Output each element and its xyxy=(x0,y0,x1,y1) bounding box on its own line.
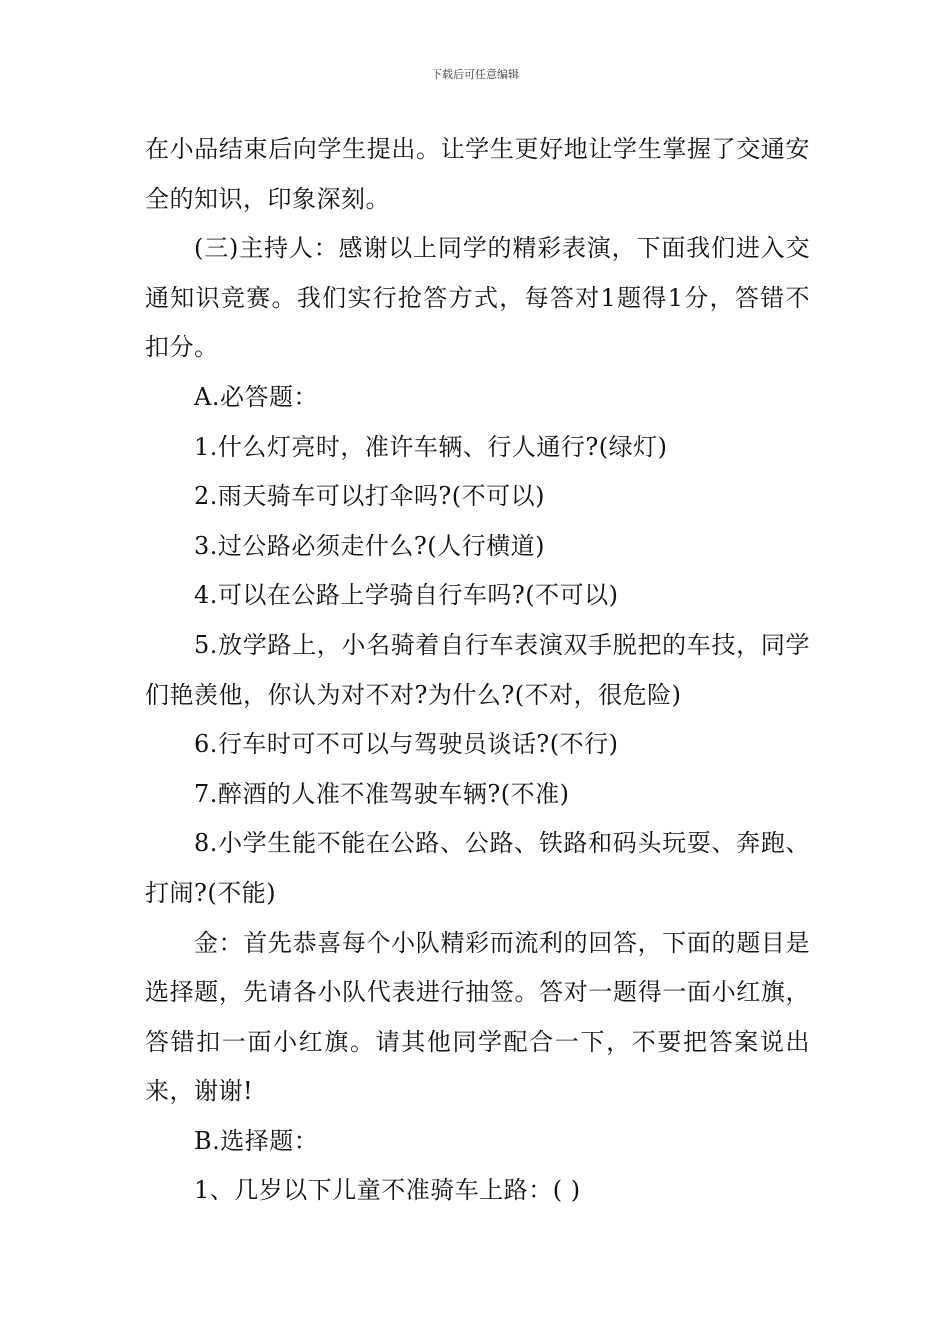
question-item: 8.小学生能不能在公路、公路、铁路和码头玩耍、奔跑、打闹?(不能) xyxy=(145,829,810,907)
page-header: 下载后可任意编辑 xyxy=(431,68,519,81)
question-item: 1.什么灯亮时，准许车辆、行人通行?(绿灯) xyxy=(194,432,668,461)
section-heading: B.选择题： xyxy=(194,1126,319,1155)
question-item: 5.放学路上，小名骑着自行车表演双手脱把的车技，同学们艳羡他，你认为对不对?为什么?(不对，很危险) xyxy=(145,630,810,709)
question-item: 4.可以在公路上学骑自行车吗?(不可以) xyxy=(194,581,619,610)
paragraph: 在小品结束后向学生提出。让学生更好地让学生掌握了交通安全的知识，印象深刻。 xyxy=(145,135,810,213)
paragraph: 金：首先恭喜每个小队精彩而流利的回答，下面的题目是选择题，先请各小队代表进行抽签。答对一题得一面小红旗，答错扣一面小红旗。请其他同学配合一下，不要把答案说出来，谢谢! xyxy=(145,928,810,1106)
question-item: 6.行车时可不可以与驾驶员谈话?(不行) xyxy=(194,730,619,759)
question-item: 7.醉酒的人准不准驾驶车辆?(不准) xyxy=(194,779,570,808)
section-heading: A.必答题： xyxy=(194,382,318,411)
question-item: 3.过公路必须走什么?(人行横道) xyxy=(194,531,545,560)
question-item: 2.雨天骑车可以打伞吗?(不可以) xyxy=(194,482,545,511)
question-item: 1、几岁以下儿童不准骑车上路：( ) xyxy=(194,1176,581,1205)
document-body xyxy=(145,125,810,1216)
paragraph: (三)主持人：感谢以上同学的精彩表演，下面我们进入交通知识竞赛。我们实行抢答方式，每答对1题得1分，答错不扣分。 xyxy=(145,234,810,362)
